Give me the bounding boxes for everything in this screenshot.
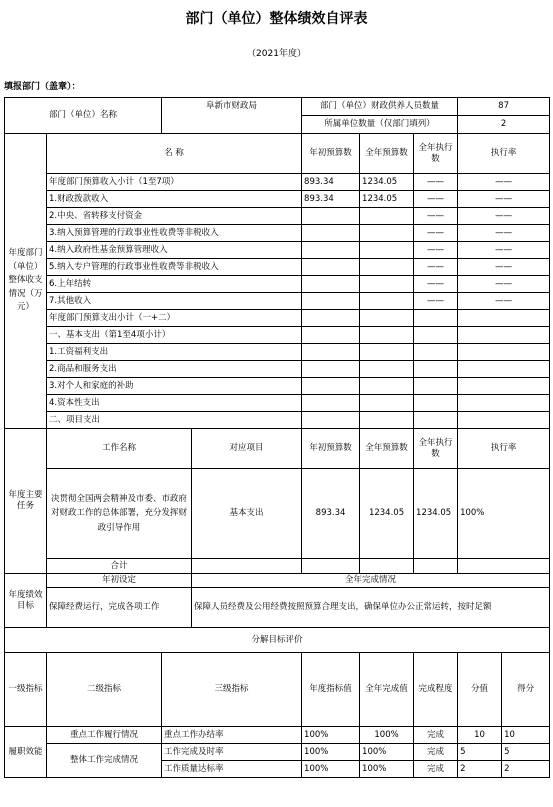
budget-row-name: 1.财政拨款收入 (47, 191, 302, 208)
budget-row-rate (458, 378, 550, 395)
eval-row-l3: 工作质量达标率 (162, 761, 302, 778)
budget-row-full (360, 293, 414, 310)
filler-label: 填报部门（盖章）： (4, 82, 81, 92)
goals-col-plan: 年初设定 (47, 574, 192, 588)
evaluation-title: 分解目标评价 (5, 628, 550, 653)
task-total-rate (458, 559, 550, 574)
task-rate: 100% (458, 469, 550, 559)
eval-row-degree: 完成 (414, 744, 458, 761)
budget-row-initial (302, 242, 360, 259)
tasks-col-rate: 执行率 (458, 429, 550, 469)
eval-col-score: 分值 (458, 653, 502, 727)
budget-row-rate: —— (458, 225, 550, 242)
budget-row-name: 年度部门预算收入小计（1至7项） (47, 174, 302, 191)
budget-row-name: 4.资本性支出 (47, 395, 302, 412)
table-row (5, 225, 550, 242)
budget-row-exec (414, 310, 458, 327)
budget-row-full (360, 395, 414, 412)
budget-row-full (360, 276, 414, 293)
budget-row-name: 7.其他收入 (47, 293, 302, 310)
form-title: 部门（单位）整体绩效自评表 (185, 11, 368, 27)
budget-row-name: 二、项目支出 (47, 412, 302, 429)
budget-row-exec: —— (414, 259, 458, 276)
eval-row-actual: 100% (360, 761, 414, 778)
budget-row-rate: —— (458, 293, 550, 310)
budget-row-full (360, 344, 414, 361)
budget-row-name: 5.纳入专户管理的行政事业性收费等非税收入 (47, 259, 302, 276)
table-row (5, 191, 550, 208)
budget-row-initial (302, 293, 360, 310)
eval-row-score: 2 (458, 761, 502, 778)
budget-row-exec (414, 378, 458, 395)
dept-name-label: 部门（单位）名称 (5, 98, 162, 134)
budget-row-exec: —— (414, 208, 458, 225)
table-row (5, 174, 550, 191)
eval-row-got: 10 (502, 727, 550, 744)
table-row (5, 293, 550, 310)
table-row (5, 361, 550, 378)
budget-row-name: 6.上年结转 (47, 276, 302, 293)
budget-row-initial (302, 378, 360, 395)
table-row (5, 344, 550, 361)
tasks-section-label: 年度主要任务 (5, 429, 47, 574)
budget-row-name: 4.纳入政府性基金预算管理收入 (47, 242, 302, 259)
budget-row-exec: —— (414, 293, 458, 310)
budget-row-exec (414, 395, 458, 412)
tasks-col-initial: 年初预算数 (302, 429, 360, 469)
task-total-item (192, 559, 302, 574)
eval-col-l1: 一级指标 (5, 653, 47, 727)
budget-row-full (360, 310, 414, 327)
budget-row-rate: —— (458, 191, 550, 208)
budget-row-initial (302, 327, 360, 344)
budget-row-rate: —— (458, 276, 550, 293)
budget-row-rate (458, 310, 550, 327)
budget-row-exec (414, 327, 458, 344)
budget-row-exec (414, 344, 458, 361)
tasks-col-work: 工作名称 (47, 429, 192, 469)
eval-row-l3: 重点工作办结率 (162, 727, 302, 744)
table-row (5, 412, 550, 429)
budget-row-initial: 893.34 (302, 191, 360, 208)
budget-row-rate (458, 361, 550, 378)
form-year: （2021年度） (247, 49, 306, 59)
budget-row-name: 2.商品和服务支出 (47, 361, 302, 378)
budget-col-exec: 全年执行数 (414, 134, 458, 174)
budget-row-full (360, 259, 414, 276)
eval-l1-value: 履职效能 (5, 727, 47, 778)
table-row (5, 378, 550, 395)
eval-row-actual: 100% (360, 727, 414, 744)
budget-row-exec: —— (414, 225, 458, 242)
goals-col-done: 全年完成情况 (192, 574, 550, 588)
budget-row-full (360, 208, 414, 225)
budget-row-rate: —— (458, 242, 550, 259)
budget-section-label: 年度部门（单位）整体收支情况（万元） (5, 134, 47, 429)
eval-row-target: 100% (302, 761, 360, 778)
eval-row-score: 10 (458, 727, 502, 744)
task-total-label: 合计 (47, 559, 192, 574)
tasks-col-exec: 全年执行数 (414, 429, 458, 469)
budget-row-full: 1234.05 (360, 174, 414, 191)
task-total-initial (302, 559, 360, 574)
eval-row-got: 2 (502, 761, 550, 778)
budget-row-rate (458, 327, 550, 344)
budget-col-name: 名 称 (47, 134, 302, 174)
budget-row-rate (458, 344, 550, 361)
task-total-exec (414, 559, 458, 574)
table-row (5, 744, 550, 761)
eval-l2-a: 重点工作履行情况 (47, 727, 162, 744)
budget-row-exec: —— (414, 174, 458, 191)
task-item: 基本支出 (192, 469, 302, 559)
eval-row-degree: 完成 (414, 727, 458, 744)
task-total-full (360, 559, 414, 574)
budget-row-exec: —— (414, 276, 458, 293)
budget-row-initial (302, 259, 360, 276)
dept-name-value: 阜新市财政局 (162, 98, 302, 134)
budget-row-exec: —— (414, 242, 458, 259)
budget-row-full (360, 361, 414, 378)
budget-col-full: 全年预算数 (360, 134, 414, 174)
budget-row-rate (458, 412, 550, 429)
evaluation-form (4, 97, 550, 778)
eval-row-got: 5 (502, 744, 550, 761)
task-initial: 893.34 (302, 469, 360, 559)
staff-count-label: 部门（单位）财政供养人员数量 (302, 98, 458, 116)
staff-count-value: 87 (458, 98, 550, 116)
eval-col-got: 得分 (502, 653, 550, 727)
eval-row-score: 5 (458, 744, 502, 761)
unit-count-value: 2 (458, 116, 550, 134)
eval-row-target: 100% (302, 744, 360, 761)
budget-row-initial (302, 344, 360, 361)
budget-row-full (360, 378, 414, 395)
budget-row-exec (414, 361, 458, 378)
goals-plan: 保障经费运行，完成各项工作 (47, 588, 192, 628)
goals-section-label: 年度绩效目标 (5, 574, 47, 628)
budget-row-name: 3.纳入预算管理的行政事业性收费等非税收入 (47, 225, 302, 242)
eval-l2-b: 整体工作完成情况 (47, 744, 162, 778)
budget-row-full (360, 412, 414, 429)
task-work-name: 决贯彻全国两会精神及市委、市政府对财政工作的总体部署，充分发挥财政引导作用 (47, 469, 192, 559)
eval-row-degree: 完成 (414, 761, 458, 778)
budget-row-initial (302, 412, 360, 429)
eval-col-l2: 二级指标 (47, 653, 162, 727)
budget-row-initial (302, 225, 360, 242)
table-row (5, 276, 550, 293)
budget-row-initial (302, 395, 360, 412)
budget-row-name: 3.对个人和家庭的补助 (47, 378, 302, 395)
budget-row-rate: —— (458, 259, 550, 276)
budget-row-initial: 893.34 (302, 174, 360, 191)
budget-row-name: 2.中央、省转移支付资金 (47, 208, 302, 225)
task-exec: 1234.05 (414, 469, 458, 559)
budget-row-full (360, 327, 414, 344)
eval-row-target: 100% (302, 727, 360, 744)
task-full: 1234.05 (360, 469, 414, 559)
table-row (5, 395, 550, 412)
table-row (5, 327, 550, 344)
eval-col-l3: 三级指标 (162, 653, 302, 727)
table-row (5, 259, 550, 276)
table-row (5, 727, 550, 744)
budget-row-rate: —— (458, 208, 550, 225)
table-row (5, 208, 550, 225)
budget-row-rate (458, 395, 550, 412)
budget-row-initial (302, 208, 360, 225)
budget-row-full (360, 225, 414, 242)
eval-col-actual: 全年完成值 (360, 653, 414, 727)
tasks-col-item: 对应项目 (192, 429, 302, 469)
goals-done: 保障人员经费及公用经费按照预算合理支出，确保单位办公正常运转，按时足额 (192, 588, 550, 628)
budget-row-name: 年度部门预算支出小计（一+二） (47, 310, 302, 327)
budget-row-rate: —— (458, 174, 550, 191)
budget-row-name: 1.工资福利支出 (47, 344, 302, 361)
tasks-col-full: 全年预算数 (360, 429, 414, 469)
eval-row-l3: 工作完成及时率 (162, 744, 302, 761)
budget-row-initial (302, 276, 360, 293)
eval-row-actual: 100% (360, 744, 414, 761)
budget-col-initial: 年初预算数 (302, 134, 360, 174)
budget-row-full: 1234.05 (360, 191, 414, 208)
budget-row-full (360, 242, 414, 259)
budget-row-initial (302, 361, 360, 378)
eval-col-degree: 完成程度 (414, 653, 458, 727)
unit-count-label: 所属单位数量（仅部门填列） (302, 116, 458, 134)
budget-col-rate: 执行率 (458, 134, 550, 174)
eval-col-target: 年度指标值 (302, 653, 360, 727)
budget-row-name: 一、基本支出（第1至4项小计） (47, 327, 302, 344)
budget-row-exec: —— (414, 191, 458, 208)
budget-row-exec (414, 412, 458, 429)
budget-row-initial (302, 310, 360, 327)
table-row (5, 310, 550, 327)
table-row (5, 242, 550, 259)
